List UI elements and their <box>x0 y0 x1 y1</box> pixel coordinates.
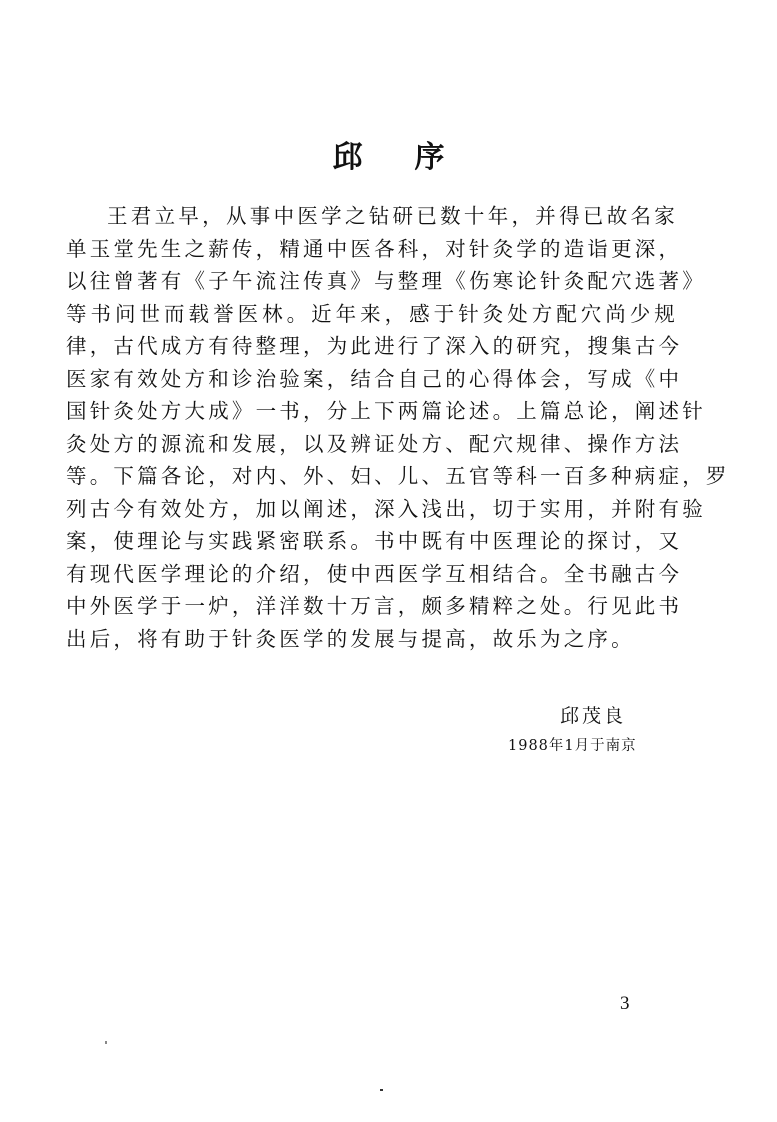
page-number: 3 <box>620 993 630 1014</box>
paragraph-line: 医家有效处方和诊治验案，结合自己的心得体会，写成《中 <box>66 366 683 391</box>
paragraph-line: 出后，将有助于针灸医学的发展与提高，故乐为之序。 <box>66 626 635 651</box>
paragraph-line: 等书问世而载誉医林。近年来，感于针灸处方配穴尚少规 <box>66 301 678 326</box>
paragraph-line: 中外医学于一炉，洋洋数十万言，颇多精粹之处。行见此书 <box>66 594 683 618</box>
paragraph-line: 律，古代成方有待整理，为此进行了深入的研究，搜集古今 <box>66 334 683 358</box>
paragraph-line: 有现代医学理论的介绍，使中西医学互相结合。全书融古今 <box>66 561 683 586</box>
paragraph-line: 国针灸处方大成》一书，分上下两篇论述。上篇总论，阐述针 <box>66 399 706 423</box>
scan-speck <box>105 1041 107 1044</box>
date-place-line: 1988年1月于南京 <box>508 738 637 754</box>
paragraph-line: 案，使理论与实践紧密联系。书中既有中医理论的探讨，又 <box>66 529 683 553</box>
paragraph-line: 列古今有效处方，加以阐述，深入浅出，切于实用，并附有验 <box>66 496 706 521</box>
paragraph-line: 单玉堂先生之薪传，精通中医各科，对针灸学的造诣更深， <box>66 236 683 261</box>
paragraph-line: 灸处方的源流和发展，以及辨证处方、配穴规律、操作方法 <box>66 431 683 456</box>
scan-speck <box>380 1089 383 1091</box>
paragraph-line: 等。下篇各论，对内、外、妇、儿、五官等科一百多种病症，罗 <box>66 464 730 488</box>
page-title <box>0 138 777 178</box>
preface-paragraph <box>66 200 730 655</box>
paragraph-line: 以往曾著有《子午流注传真》与整理《伤寒论针灸配穴选著》 <box>66 269 706 293</box>
paragraph-line: 王君立早，从事中医学之钻研已数十年，并得已故名家 <box>107 204 678 228</box>
title-char-surname: 邱 <box>332 140 363 175</box>
author-signature: 邱茂良 <box>560 705 627 727</box>
title-char-preface: 序 <box>414 140 445 175</box>
